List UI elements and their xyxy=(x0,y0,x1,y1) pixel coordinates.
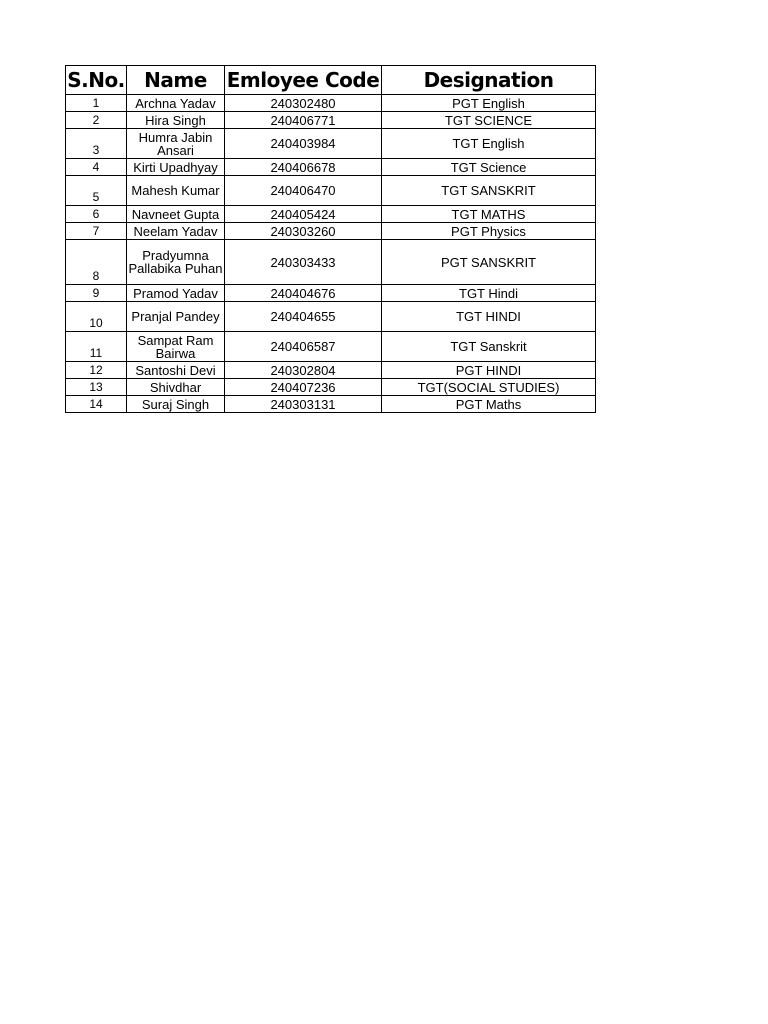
cell-name: Neelam Yadav xyxy=(127,223,225,240)
cell-designation: PGT Physics xyxy=(382,223,596,240)
cell-name: Archna Yadav xyxy=(127,95,225,112)
cell-sno: 14 xyxy=(66,396,127,413)
cell-designation: TGT SCIENCE xyxy=(382,112,596,129)
cell-sno: 1 xyxy=(66,95,127,112)
table-body xyxy=(66,95,596,413)
table-row xyxy=(66,112,596,129)
cell-name: Shivdhar xyxy=(127,379,225,396)
cell-sno: 2 xyxy=(66,112,127,129)
cell-designation: TGT(SOCIAL STUDIES) xyxy=(382,379,596,396)
cell-designation: PGT SANSKRIT xyxy=(382,240,596,285)
cell-name: Santoshi Devi xyxy=(127,362,225,379)
table-row xyxy=(66,285,596,302)
cell-sno: 5 xyxy=(66,176,127,206)
cell-employee-code: 240303131 xyxy=(225,396,382,413)
cell-name-text: Humra Jabin Ansari xyxy=(138,129,213,158)
table-row xyxy=(66,240,596,285)
cell-name xyxy=(127,129,225,159)
column-header-employee-code: Emloyee Code xyxy=(225,66,382,95)
cell-name: Mahesh Kumar xyxy=(127,176,225,206)
table-row xyxy=(66,95,596,112)
table-row xyxy=(66,206,596,223)
cell-employee-code: 240406470 xyxy=(225,176,382,206)
column-header-name: Name xyxy=(127,66,225,95)
cell-name: Hira Singh xyxy=(127,112,225,129)
cell-sno: 3 xyxy=(66,129,127,159)
cell-sno: 4 xyxy=(66,159,127,176)
cell-name: Pranjal Pandey xyxy=(127,302,225,332)
cell-designation: TGT MATHS xyxy=(382,206,596,223)
cell-sno: 9 xyxy=(66,285,127,302)
cell-designation: TGT Sanskrit xyxy=(382,332,596,362)
table-row xyxy=(66,396,596,413)
cell-name: Kirti Upadhyay xyxy=(127,159,225,176)
table-row xyxy=(66,129,596,159)
cell-sno: 6 xyxy=(66,206,127,223)
cell-employee-code: 240404676 xyxy=(225,285,382,302)
cell-sno: 11 xyxy=(66,332,127,362)
cell-sno: 13 xyxy=(66,379,127,396)
cell-designation: TGT English xyxy=(382,129,596,159)
table-row xyxy=(66,223,596,240)
cell-designation: TGT Hindi xyxy=(382,285,596,302)
cell-designation: PGT Maths xyxy=(382,396,596,413)
table-row xyxy=(66,362,596,379)
cell-employee-code: 240302480 xyxy=(225,95,382,112)
header-row xyxy=(66,66,596,95)
table-row xyxy=(66,159,596,176)
cell-designation: TGT HINDI xyxy=(382,302,596,332)
table-row xyxy=(66,176,596,206)
column-header-sno: S.No. xyxy=(66,66,127,95)
cell-sno: 10 xyxy=(66,302,127,332)
cell-employee-code: 240403984 xyxy=(225,129,382,159)
employee-table xyxy=(65,65,596,413)
cell-employee-code: 240302804 xyxy=(225,362,382,379)
cell-name-text: Sampat Ram Bairwa xyxy=(137,332,214,361)
cell-sno: 7 xyxy=(66,223,127,240)
table-row xyxy=(66,302,596,332)
cell-employee-code: 240406771 xyxy=(225,112,382,129)
cell-name-text: Pradyumna Pallabika Puhan xyxy=(128,248,223,276)
cell-name xyxy=(127,240,225,285)
cell-employee-code: 240406678 xyxy=(225,159,382,176)
cell-name xyxy=(127,332,225,362)
cell-employee-code: 240406587 xyxy=(225,332,382,362)
cell-designation: PGT English xyxy=(382,95,596,112)
table-row xyxy=(66,332,596,362)
cell-employee-code: 240303433 xyxy=(225,240,382,285)
cell-name: Suraj Singh xyxy=(127,396,225,413)
cell-name: Navneet Gupta xyxy=(127,206,225,223)
cell-employee-code: 240404655 xyxy=(225,302,382,332)
cell-employee-code: 240405424 xyxy=(225,206,382,223)
cell-name: Pramod Yadav xyxy=(127,285,225,302)
cell-sno: 12 xyxy=(66,362,127,379)
column-header-designation: Designation xyxy=(382,66,596,95)
cell-designation: TGT Science xyxy=(382,159,596,176)
cell-employee-code: 240407236 xyxy=(225,379,382,396)
cell-designation: TGT SANSKRIT xyxy=(382,176,596,206)
cell-sno: 8 xyxy=(66,240,127,285)
table-row xyxy=(66,379,596,396)
cell-designation: PGT HINDI xyxy=(382,362,596,379)
cell-employee-code: 240303260 xyxy=(225,223,382,240)
